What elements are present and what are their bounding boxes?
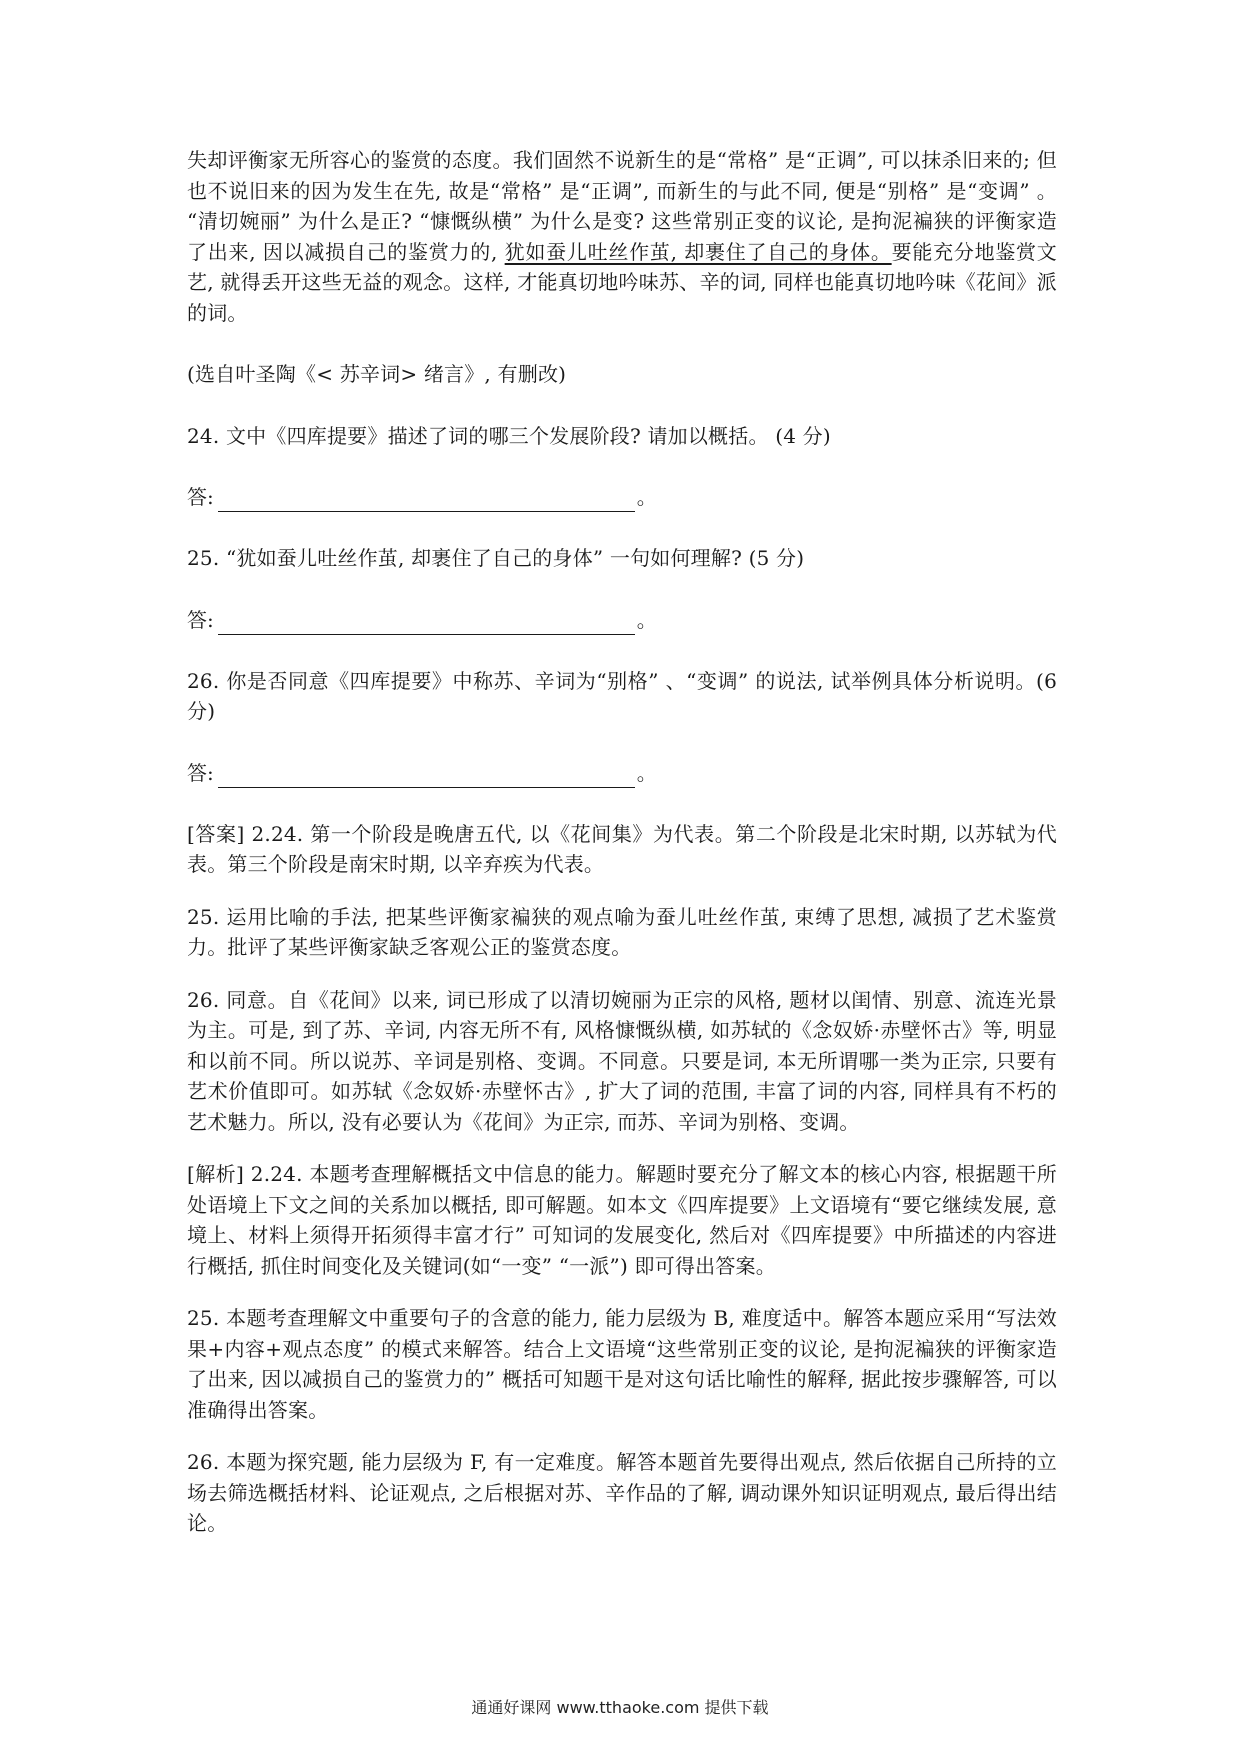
answer-blank-25[interactable] — [218, 614, 635, 635]
answer-25: 25. 运用比喻的手法, 把某些评衡家褊狭的观点喻为蚕儿吐丝作茧, 束缚了思想, 减损了艺术鉴赏力。批评了某些评衡家缺乏客观公正的鉴赏态度。 — [187, 904, 1057, 959]
analysis-26: 26. 本题为探究题, 能力层级为 F, 有一定难度。解答本题首先要得出观点, 然后依据自己所持的立场去筛选概括材料、论证观点, 之后根据对苏、辛作品的了解, 调动课外知识证明观点, 最后得出结论。 — [187, 1450, 1057, 1535]
question-24: 24. 文中《四库提要》描述了词的哪三个发展阶段? 请加以概括。 (4 分) — [187, 423, 831, 448]
answer-line-25 — [187, 605, 1057, 635]
passage-source: (选自叶圣陶《< 苏辛词> 绪言》, 有删改) — [187, 362, 567, 386]
passage-text-end: 要能充分地鉴赏文艺, 就得丢开这些无益的观念。这样, 才能真切地吟味苏、辛的词, 同样也能真切地吟味《花间》派的词。 — [187, 239, 1057, 325]
answer-blank-26[interactable] — [218, 767, 635, 788]
answer-blank-24[interactable] — [218, 491, 635, 512]
answer-line-26 — [187, 758, 1057, 788]
document-page — [187, 145, 1057, 1539]
passage-paragraph — [187, 145, 1057, 328]
answer-24: [答案] 2.24. 第一个阶段是晚唐五代, 以《花间集》为代表。第二个阶段是北宋时期, 以苏轼为代表。第三个阶段是南宋时期, 以辛弃疾为代表。 — [187, 821, 1057, 876]
analysis-24: [解析] 2.24. 本题考查理解概括文中信息的能力。解题时要充分了解文本的核心内容, 根据题干所处语境上下文之间的关系加以概括, 即可解题。如本文《四库提要》上文语境有“要它继续发展, 意境上、材料上须得开拓须得丰富才行” 可知词的发展变化, 然后对《四库提要》中所描述的内容进行概括, 抓住时间变化及关键词(如“一变” “一派”) 即可得出答案。 — [187, 1162, 1057, 1278]
passage-text-start: 失却评衡家无所容心的鉴赏的态度。我们固然不说新生的是“常格” 是“正调”, 可以抹杀旧来的; 但也不说旧来的因为发生在先, 故是“常格” 是“正调”, 而新生的与此不同, 便是“别格” 是“变调” 。 “清切婉丽” 为什么是正? “慷慨纵横” 为什么是变? 这些常别正变的议论, 是拘泥褊狭的评衡家造了出来, 因以减损自己的鉴赏力的, — [187, 148, 1057, 264]
answer-prefix: 答: — [187, 607, 214, 632]
analysis-25: 25. 本题考查理解文中重要句子的含意的能力, 能力层级为 B, 难度适中。解答本题应采用“写法效果+内容+观点态度” 的模式来解答。结合上文语境“这些常别正变的议论, 是拘泥褊狭的评衡家造了出来, 因以减损自己的鉴赏力的” 概括可知题干是对这句话比喻性的解释, 据此按步骤解答, 可以准确得出答案。 — [187, 1306, 1057, 1422]
answer-line-24 — [187, 482, 1057, 512]
answer-prefix: 答: — [187, 485, 214, 509]
page-footer: 通通好课网 www.tthaoke.com 提供下载 — [471, 1698, 769, 1717]
question-25: 25. “犹如蚕儿吐丝作茧, 却裹住了自己的身体” 一句如何理解? (5 分) — [187, 546, 805, 570]
answer-suffix: 。 — [636, 485, 657, 509]
answer-26: 26. 同意。自《花间》以来, 词已形成了以清切婉丽为正宗的风格, 题材以闺情、别意、流连光景为主。可是, 到了苏、辛词, 内容无所不有, 风格慷慨纵横, 如苏轼的《念奴娇·赤壁怀古》等, 明显和以前不同。所以说苏、辛词是别格、变调。不同意。只要是词, 本无所谓哪一类为正宗, 只要有艺术价值即可。如苏轼《念奴娇·赤壁怀古》, 扩大了词的范围, 丰富了词的内容, 同样具有不朽的艺术魅力。所以, 没有必要认为《花间》为正宗, 而苏、辛词为别格、变调。 — [187, 987, 1057, 1134]
underlined-sentence: 犹如蚕儿吐丝作茧, 却裹住了自己的身体。 — [504, 239, 892, 264]
answer-suffix: 。 — [636, 760, 657, 785]
question-26: 26. 你是否同意《四库提要》中称苏、辛词为“别格” 、“变调” 的说法, 试举例具体分析说明。(6 分) — [187, 668, 1057, 723]
answer-suffix: 。 — [636, 607, 657, 632]
answer-prefix: 答: — [187, 760, 214, 785]
